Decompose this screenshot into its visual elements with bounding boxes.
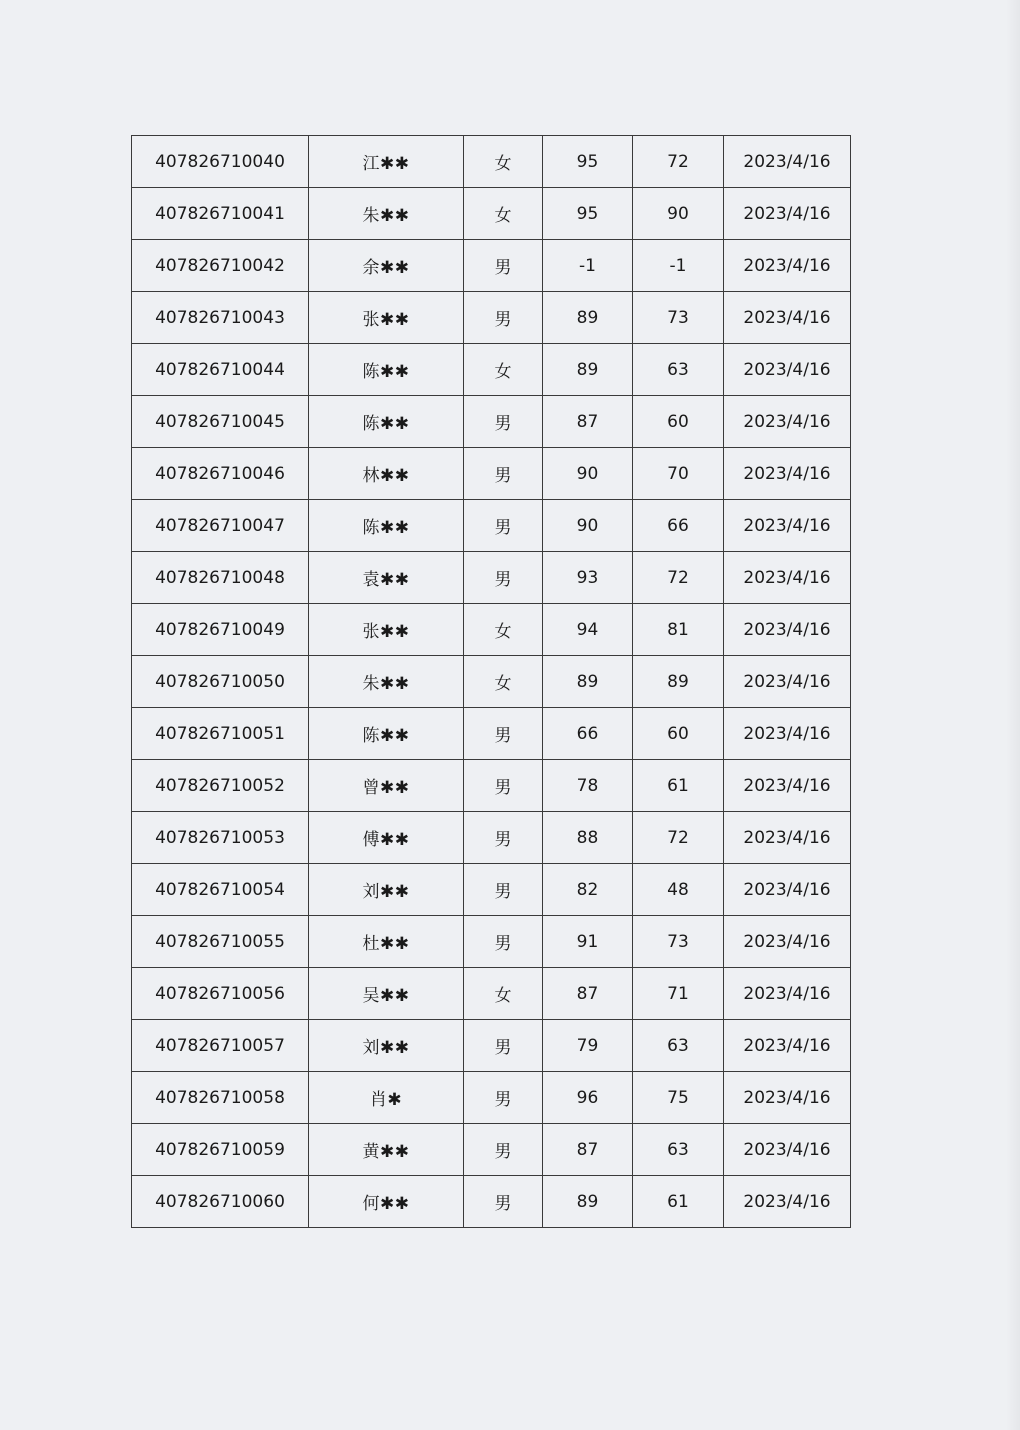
- cell-id: 407826710054: [132, 864, 309, 916]
- cell-score2: 81: [633, 604, 724, 656]
- cell-id: 407826710051: [132, 708, 309, 760]
- cell-date: 2023/4/16: [724, 344, 851, 396]
- cell-gender: 女: [464, 656, 543, 708]
- cell-score1: 96: [543, 1072, 633, 1124]
- cell-score2: 71: [633, 968, 724, 1020]
- cell-gender: 男: [464, 1020, 543, 1072]
- cell-score1: 87: [543, 1124, 633, 1176]
- table-row: [132, 396, 851, 448]
- cell-date: 2023/4/16: [724, 864, 851, 916]
- cell-gender: 男: [464, 1176, 543, 1228]
- cell-id: 407826710044: [132, 344, 309, 396]
- cell-date: 2023/4/16: [724, 812, 851, 864]
- cell-gender: 男: [464, 396, 543, 448]
- cell-date: 2023/4/16: [724, 136, 851, 188]
- cell-score2: 61: [633, 1176, 724, 1228]
- cell-score1: 87: [543, 396, 633, 448]
- cell-score2: 48: [633, 864, 724, 916]
- table-row: [132, 1020, 851, 1072]
- cell-name: 张✱✱: [309, 292, 464, 344]
- cell-score2: 60: [633, 396, 724, 448]
- cell-date: 2023/4/16: [724, 656, 851, 708]
- cell-score2: 66: [633, 500, 724, 552]
- table-row: [132, 344, 851, 396]
- cell-id: 407826710059: [132, 1124, 309, 1176]
- cell-score1: 87: [543, 968, 633, 1020]
- cell-score1: 79: [543, 1020, 633, 1072]
- cell-gender: 男: [464, 448, 543, 500]
- cell-name: 陈✱✱: [309, 500, 464, 552]
- table-row: [132, 1124, 851, 1176]
- cell-score1: 95: [543, 136, 633, 188]
- cell-score1: 95: [543, 188, 633, 240]
- table-row: [132, 968, 851, 1020]
- cell-date: 2023/4/16: [724, 188, 851, 240]
- table-row: [132, 604, 851, 656]
- cell-score2: -1: [633, 240, 724, 292]
- cell-date: 2023/4/16: [724, 240, 851, 292]
- cell-date: 2023/4/16: [724, 760, 851, 812]
- cell-date: 2023/4/16: [724, 968, 851, 1020]
- cell-date: 2023/4/16: [724, 1072, 851, 1124]
- cell-date: 2023/4/16: [724, 500, 851, 552]
- table-row: [132, 864, 851, 916]
- cell-score1: 90: [543, 500, 633, 552]
- cell-name: 张✱✱: [309, 604, 464, 656]
- cell-score1: 91: [543, 916, 633, 968]
- cell-score2: 72: [633, 812, 724, 864]
- cell-score1: 94: [543, 604, 633, 656]
- cell-id: 407826710043: [132, 292, 309, 344]
- cell-name: 江✱✱: [309, 136, 464, 188]
- cell-gender: 女: [464, 344, 543, 396]
- cell-id: 407826710048: [132, 552, 309, 604]
- cell-id: 407826710046: [132, 448, 309, 500]
- cell-score1: 66: [543, 708, 633, 760]
- cell-score1: 78: [543, 760, 633, 812]
- table-row: [132, 1072, 851, 1124]
- cell-gender: 男: [464, 760, 543, 812]
- cell-score2: 72: [633, 552, 724, 604]
- cell-gender: 男: [464, 500, 543, 552]
- cell-gender: 男: [464, 1124, 543, 1176]
- cell-name: 何✱✱: [309, 1176, 464, 1228]
- cell-name: 刘✱✱: [309, 1020, 464, 1072]
- table-row: [132, 500, 851, 552]
- table-row: [132, 552, 851, 604]
- table-row: [132, 916, 851, 968]
- cell-id: 407826710042: [132, 240, 309, 292]
- table-row: [132, 448, 851, 500]
- cell-name: 吴✱✱: [309, 968, 464, 1020]
- cell-score2: 75: [633, 1072, 724, 1124]
- cell-score2: 63: [633, 344, 724, 396]
- cell-name: 陈✱✱: [309, 396, 464, 448]
- table-row: [132, 240, 851, 292]
- cell-name: 曾✱✱: [309, 760, 464, 812]
- score-table-body: [132, 136, 851, 1228]
- cell-score2: 63: [633, 1124, 724, 1176]
- cell-score2: 89: [633, 656, 724, 708]
- cell-score2: 60: [633, 708, 724, 760]
- cell-date: 2023/4/16: [724, 916, 851, 968]
- cell-score2: 73: [633, 292, 724, 344]
- cell-gender: 女: [464, 136, 543, 188]
- cell-gender: 女: [464, 604, 543, 656]
- cell-date: 2023/4/16: [724, 448, 851, 500]
- cell-score2: 61: [633, 760, 724, 812]
- cell-name: 刘✱✱: [309, 864, 464, 916]
- cell-name: 朱✱✱: [309, 656, 464, 708]
- cell-date: 2023/4/16: [724, 1020, 851, 1072]
- cell-score1: 90: [543, 448, 633, 500]
- table-row: [132, 708, 851, 760]
- cell-id: 407826710041: [132, 188, 309, 240]
- table-row: [132, 760, 851, 812]
- cell-score2: 70: [633, 448, 724, 500]
- cell-date: 2023/4/16: [724, 708, 851, 760]
- cell-gender: 男: [464, 916, 543, 968]
- cell-score2: 63: [633, 1020, 724, 1072]
- cell-id: 407826710053: [132, 812, 309, 864]
- cell-score1: 88: [543, 812, 633, 864]
- cell-score1: -1: [543, 240, 633, 292]
- cell-id: 407826710052: [132, 760, 309, 812]
- cell-score1: 93: [543, 552, 633, 604]
- page-edge-shadow: [1006, 0, 1020, 1430]
- table-row: [132, 656, 851, 708]
- cell-gender: 女: [464, 968, 543, 1020]
- cell-score2: 72: [633, 136, 724, 188]
- cell-id: 407826710060: [132, 1176, 309, 1228]
- cell-gender: 男: [464, 1072, 543, 1124]
- cell-date: 2023/4/16: [724, 552, 851, 604]
- cell-name: 傅✱✱: [309, 812, 464, 864]
- table-row: [132, 812, 851, 864]
- cell-id: 407826710058: [132, 1072, 309, 1124]
- cell-score1: 89: [543, 344, 633, 396]
- cell-date: 2023/4/16: [724, 604, 851, 656]
- cell-name: 黄✱✱: [309, 1124, 464, 1176]
- cell-date: 2023/4/16: [724, 396, 851, 448]
- cell-id: 407826710057: [132, 1020, 309, 1072]
- cell-gender: 男: [464, 240, 543, 292]
- cell-id: 407826710040: [132, 136, 309, 188]
- cell-id: 407826710050: [132, 656, 309, 708]
- cell-gender: 男: [464, 552, 543, 604]
- cell-name: 陈✱✱: [309, 708, 464, 760]
- cell-score1: 89: [543, 1176, 633, 1228]
- cell-name: 肖✱: [309, 1072, 464, 1124]
- cell-id: 407826710055: [132, 916, 309, 968]
- cell-gender: 男: [464, 812, 543, 864]
- cell-score2: 90: [633, 188, 724, 240]
- cell-id: 407826710056: [132, 968, 309, 1020]
- table-row: [132, 188, 851, 240]
- cell-score1: 89: [543, 656, 633, 708]
- cell-gender: 男: [464, 864, 543, 916]
- cell-score1: 89: [543, 292, 633, 344]
- cell-score2: 73: [633, 916, 724, 968]
- cell-name: 袁✱✱: [309, 552, 464, 604]
- cell-score1: 82: [543, 864, 633, 916]
- cell-gender: 男: [464, 292, 543, 344]
- cell-date: 2023/4/16: [724, 1176, 851, 1228]
- cell-id: 407826710047: [132, 500, 309, 552]
- table-row: [132, 1176, 851, 1228]
- cell-date: 2023/4/16: [724, 1124, 851, 1176]
- cell-id: 407826710045: [132, 396, 309, 448]
- cell-name: 陈✱✱: [309, 344, 464, 396]
- table-row: [132, 136, 851, 188]
- score-table: [131, 135, 851, 1228]
- cell-name: 朱✱✱: [309, 188, 464, 240]
- cell-id: 407826710049: [132, 604, 309, 656]
- cell-name: 林✱✱: [309, 448, 464, 500]
- table-row: [132, 292, 851, 344]
- cell-gender: 女: [464, 188, 543, 240]
- cell-gender: 男: [464, 708, 543, 760]
- cell-name: 杜✱✱: [309, 916, 464, 968]
- cell-date: 2023/4/16: [724, 292, 851, 344]
- cell-name: 余✱✱: [309, 240, 464, 292]
